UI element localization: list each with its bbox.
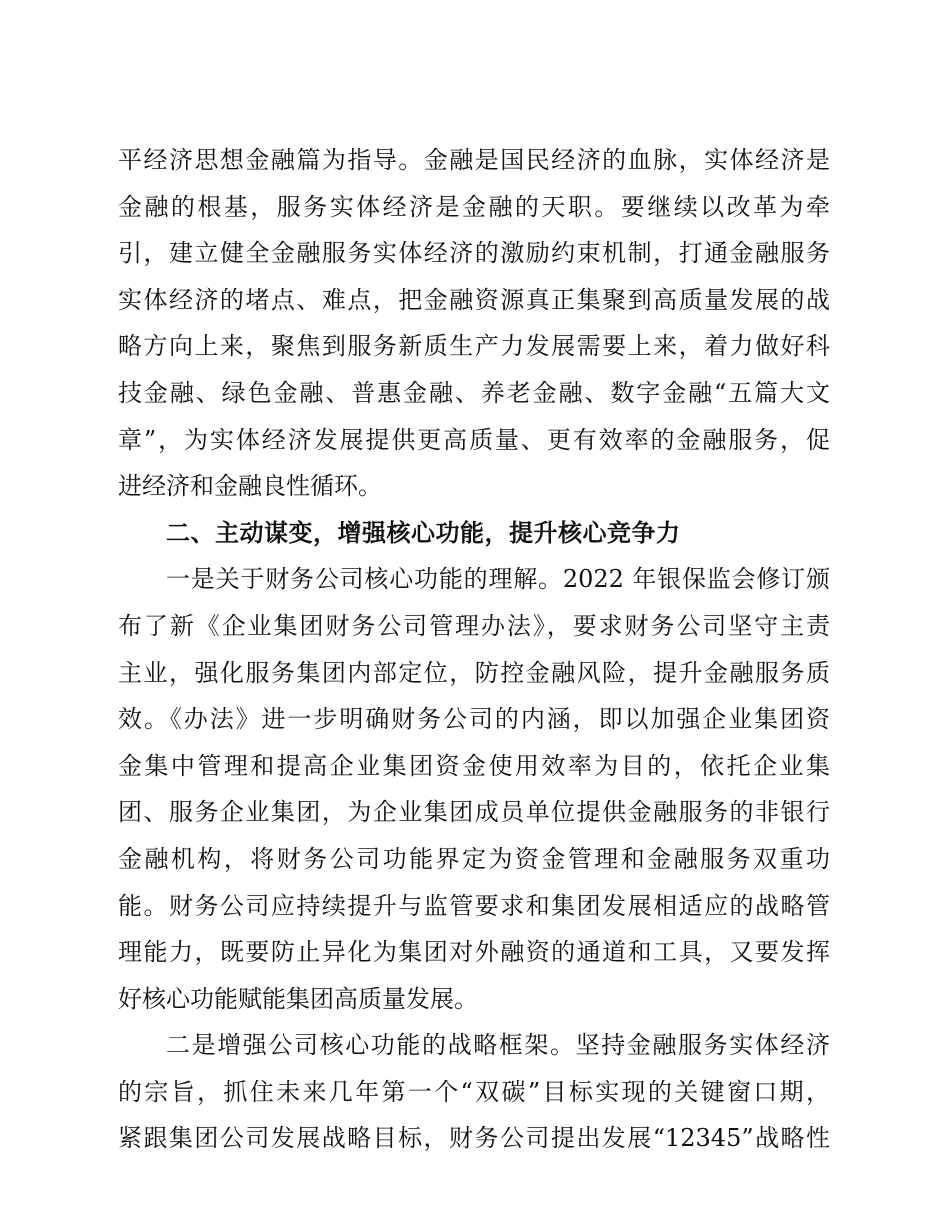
text-line: 平经济思想金融篇为指导。金融是国民经济的血脉，实体经济是: [118, 146, 830, 174]
text-line: 略方向上来，聚焦到服务新质生产力发展需要上来，着力做好科: [118, 332, 830, 361]
text-line: 引，建立健全金融服务实体经济的激励约束机制，打通金融服务: [118, 239, 830, 268]
text-line: 能。财务公司应持续提升与监管要求和集团发展相适应的战略管: [118, 891, 830, 920]
text-line: 章”，为实体经济发展提供更高质量、更有效率的金融服务，促: [118, 425, 830, 454]
text-line: 金集中管理和提高企业集团资金使用效率为目的，依托企业集: [118, 751, 830, 780]
text-line: 布了新《企业集团财务公司管理办法》，要求财务公司坚守主责: [118, 611, 830, 640]
text-line: 进经济和金融良性循环。: [118, 472, 382, 501]
text-line: 的宗旨，抓住未来几年第一个“双碳”目标实现的关键窗口期，: [118, 1077, 830, 1106]
text-line: 技金融、绿色金融、普惠金融、养老金融、数字金融“五篇大文: [118, 378, 830, 407]
text-line: 效。《办法》进一步明确财务公司的内涵，即以加强企业集团资: [118, 705, 830, 734]
text-line: 金融的根基，服务实体经济是金融的天职。要继续以改革为牵: [118, 192, 830, 221]
text-line: 团、服务企业集团，为企业集团成员单位提供金融服务的非银行: [118, 798, 830, 827]
text-line: 好核心功能赋能集团高质量发展。: [118, 984, 478, 1013]
text-line: 金融机构，将财务公司功能界定为资金管理和金融服务双重功: [118, 844, 830, 873]
body-text: [118, 137, 830, 1162]
section-heading: 二、主动谋变，增强核心功能，提升核心竞争力: [166, 518, 681, 547]
text-line: 理能力，既要防止异化为集团对外融资的通道和工具，又要发挥: [118, 938, 830, 967]
text-line: 二是增强公司核心功能的战略框架。坚持金融服务实体经济: [166, 1031, 830, 1060]
text-line: 一是关于财务公司核心功能的理解。2022 年银保监会修订颁: [166, 565, 830, 594]
text-line: 实体经济的堵点、难点，把金融资源真正集聚到高质量发展的战: [118, 285, 830, 314]
text-line: 主业，强化服务集团内部定位，防控金融风险，提升金融服务质: [118, 658, 830, 687]
text-line: 紧跟集团公司发展战略目标，财务公司提出发展“12345”战略性: [118, 1124, 830, 1153]
